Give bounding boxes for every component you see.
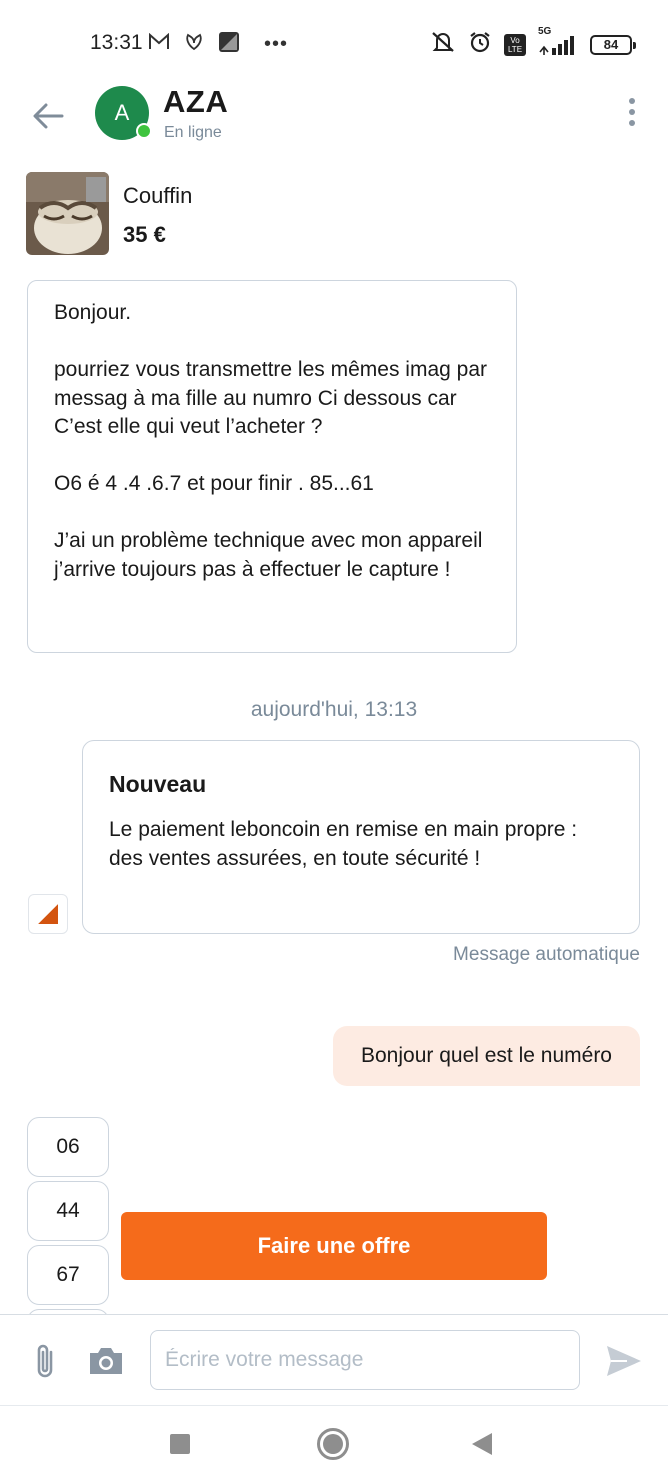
online-status-dot [136,123,152,139]
leaf-icon [184,33,204,56]
system-back-button[interactable] [472,1433,492,1455]
date-separator: aujourd'hui, 13:13 [250,698,418,721]
dot-icon [629,120,635,126]
recent-apps-button[interactable] [170,1434,190,1454]
camera-icon [87,1345,125,1377]
quick-reply-chip[interactable]: 06 [27,1117,109,1177]
listing-thumbnail [26,172,109,255]
system-message-title: Nouveau [109,771,207,797]
arrow-left-icon [32,102,64,130]
incoming-message-text: Bonjour. pourriez vous transmettre les mêmes imag par messag à ma fille au numro Ci dessous car C’est elle qui veut l’acheter ? O6 é 4 .4 .6.7 et pour finir . 85...61 J’ai un problème technique avec mon appareil j’arrive toujours pas à effectuer le capture ! [54,301,487,581]
attach-button[interactable] [28,1341,62,1381]
mail-icon [148,33,170,56]
avatar[interactable]: A [95,86,149,140]
more-notifications-icon: ••• [264,33,289,55]
contact-name[interactable]: AZA [163,84,229,119]
make-offer-button[interactable]: Faire une offre [121,1212,547,1280]
network-type: 5G [538,25,552,37]
chat-header [0,86,668,158]
send-icon [605,1344,643,1378]
back-button[interactable] [28,96,68,136]
status-bar [0,0,668,86]
status-time: 13:31 [90,31,143,54]
listing-title: Couffin [123,183,193,208]
volte-icon: Vo LTE [504,34,526,56]
system-navigation-bar [0,1406,668,1484]
alarm-icon [468,30,492,59]
send-button[interactable] [604,1341,644,1381]
system-message-card [82,740,640,934]
quick-replies [27,1117,109,1314]
status-icons-left [148,31,288,58]
outgoing-message: Bonjour quel est le numéro [333,1026,640,1086]
incoming-message [27,280,517,653]
signal-icon [538,25,578,56]
message-composer [0,1314,668,1406]
listing-summary[interactable] [26,172,426,256]
automatic-message-label: Message automatique [453,944,640,965]
battery-icon: 84 [590,35,632,55]
listing-price: 35 € [123,222,166,247]
status-icons-right [430,25,632,59]
dot-icon [629,109,635,115]
square-app-icon [218,31,240,58]
paperclip-icon [33,1342,57,1380]
system-message-body: Le paiement leboncoin en remise en main propre : des ventes assurées, en toute sécurité ! [109,818,578,870]
quick-reply-chip[interactable]: 67 [27,1245,109,1305]
camera-button[interactable] [86,1343,126,1379]
mute-icon [430,30,456,59]
more-options-button[interactable] [620,96,644,128]
contact-status: En ligne [164,124,222,141]
home-button[interactable] [317,1428,349,1460]
message-input[interactable] [150,1330,580,1390]
dot-icon [629,98,635,104]
quick-reply-chip[interactable]: 44 [27,1181,109,1241]
leboncoin-logo-icon [28,894,68,934]
